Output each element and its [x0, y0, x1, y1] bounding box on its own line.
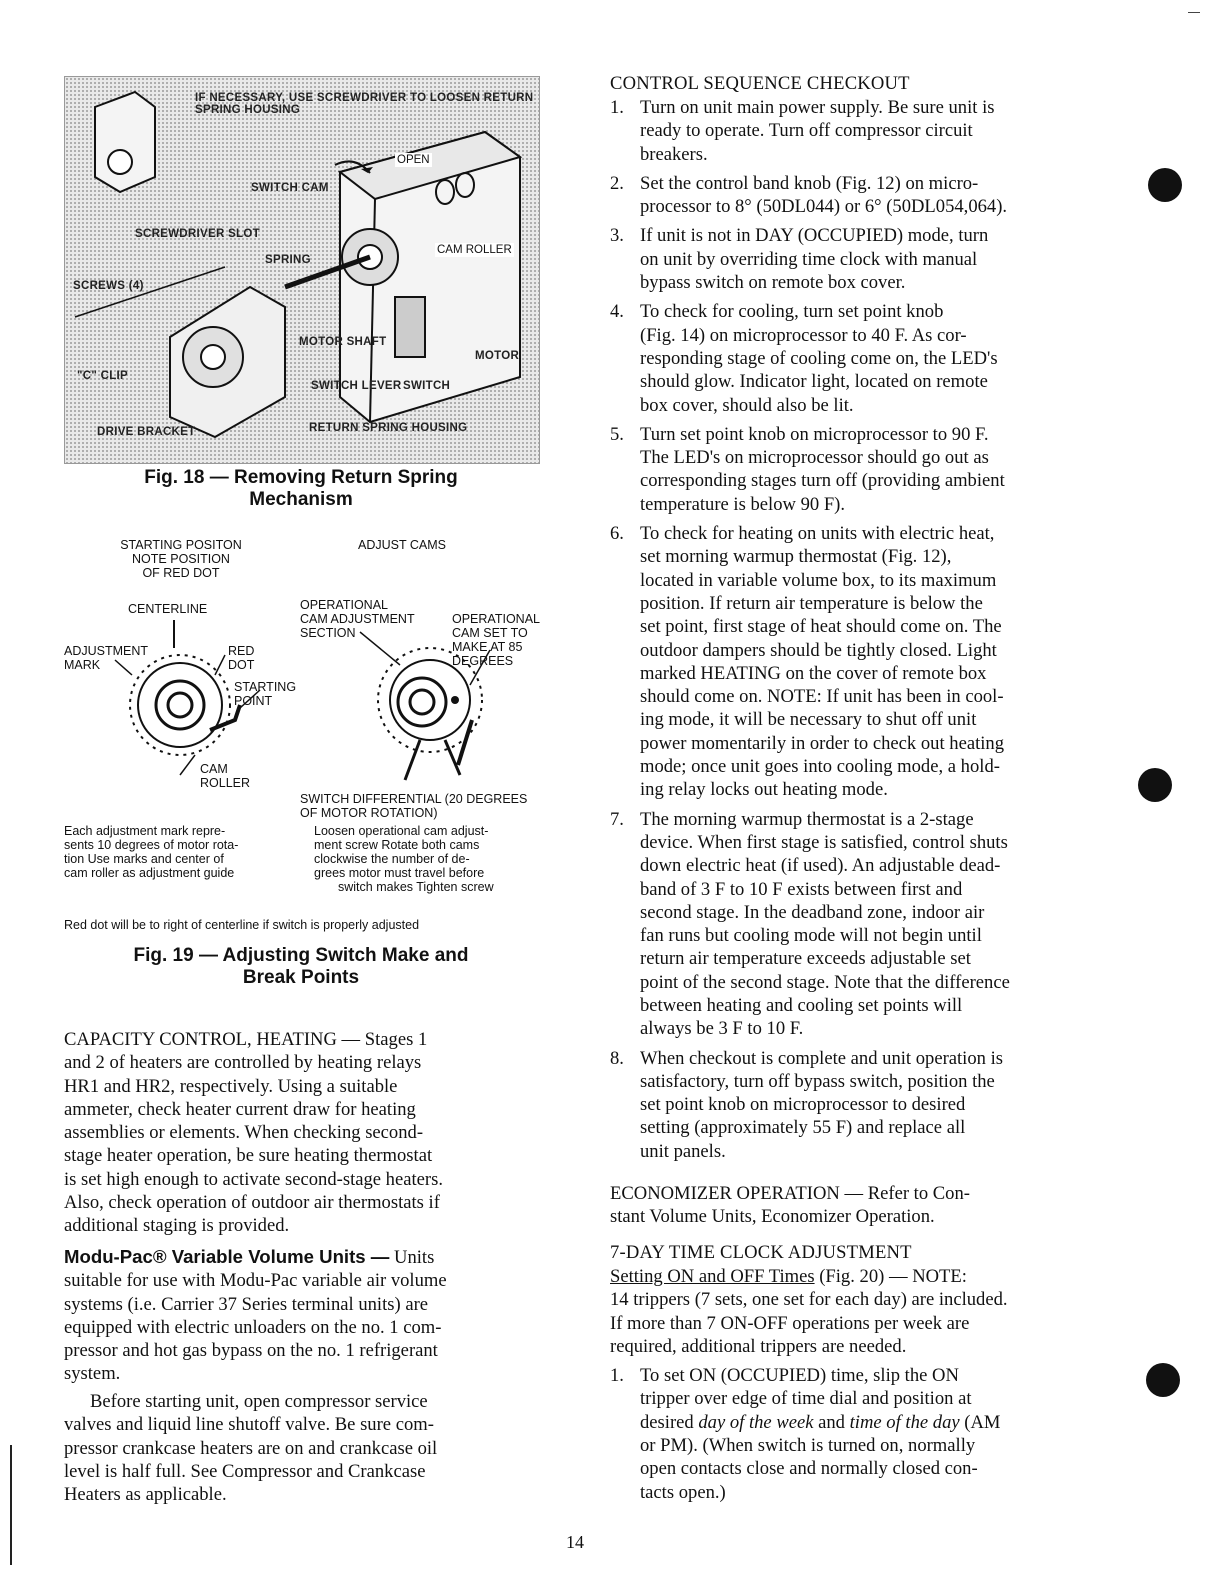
- text-fragment: desired: [640, 1411, 699, 1433]
- fig19-adjustment-mark-label: [64, 644, 148, 672]
- fig19-op-cam-set-line3: MAKE AT 85: [452, 640, 523, 654]
- fig19-adjustment-mark-line2: MARK: [64, 658, 101, 672]
- text-line: power momentarily in order to check out heating: [640, 732, 1005, 754]
- text-line: on unit by overriding time clock with manual: [640, 248, 978, 270]
- text-fragment-italic: day of the week: [698, 1411, 814, 1433]
- text-fragment-italic: time of the day: [849, 1411, 960, 1433]
- text-fragment: (AM: [959, 1411, 1001, 1433]
- corner-mark: [1188, 12, 1200, 13]
- list-number: 1.: [610, 1365, 624, 1387]
- text-fragment: and: [813, 1411, 850, 1433]
- text-line: Turn set point knob on microprocessor to 90 F.: [640, 423, 989, 445]
- fig19-footnote: Red dot will be to right of centerline if switch is properly adjusted: [64, 918, 420, 932]
- text-line: [64, 1245, 538, 1269]
- text-line: To set ON (OCCUPIED) time, slip the ON: [640, 1365, 959, 1387]
- fig18-motor-shaft-label: MOTOR SHAFT: [299, 336, 387, 348]
- list-number: 3.: [610, 225, 624, 247]
- text-line: CAPACITY CONTROL, HEATING — Stages 1: [64, 1029, 428, 1050]
- modupac-paragraph: [64, 1245, 538, 1386]
- text-line: box cover, should also be lit.: [640, 394, 854, 416]
- fig19-op-cam-set-label: [452, 612, 540, 668]
- fig19-note-right-line4: grees motor must travel before: [314, 866, 485, 880]
- list-number: 7.: [610, 808, 624, 830]
- control-step-2: [610, 172, 1083, 219]
- modupac-heading: Modu-Pac® Variable Volume Units —: [64, 1246, 390, 1267]
- text-line: tripper over edge of time dial and position at: [640, 1388, 972, 1410]
- margin-change-bullet: [1148, 168, 1182, 202]
- fig19-starting-position-line3: OF RED DOT: [142, 566, 220, 580]
- fig19-op-cam-set-line2: CAM SET TO: [452, 626, 528, 640]
- text-line: is set high enough to activate second-stage heaters.: [64, 1168, 443, 1190]
- fig19-adjustment-mark-line1: ADJUSTMENT: [64, 644, 149, 658]
- fig18-switch-cam-label: SWITCH CAM: [251, 182, 329, 194]
- text-line: 14 trippers (7 sets, one set for each day) are included.: [610, 1289, 1008, 1311]
- text-line: bypass switch on remote box cover.: [640, 272, 906, 294]
- fig19-switch-differential-line1: SWITCH DIFFERENTIAL (20 DEGREES: [300, 792, 528, 806]
- text-line: set point knob on microprocessor to desired: [640, 1094, 966, 1116]
- fig19-note-right-line1: Loosen operational cam adjust-: [314, 824, 489, 838]
- fig18-caption: [64, 467, 538, 511]
- text-line: assemblies or elements. When checking second-: [64, 1122, 424, 1144]
- text-line: always be 3 F to 10 F.: [640, 1018, 804, 1040]
- text-line: Heaters as applicable.: [64, 1484, 227, 1506]
- text-line: HR1 and HR2, respectively. Using a suitable: [64, 1075, 398, 1097]
- text-line: The LED's on microprocessor should go out as: [640, 447, 989, 469]
- fig19-starting-point-line2: POINT: [234, 694, 273, 708]
- fig19-note-left-line4: cam roller as adjustment guide: [64, 866, 235, 880]
- fig18-cam-roller-label: CAM ROLLER: [437, 244, 512, 256]
- fig19-cam-roller-label: [200, 762, 250, 790]
- control-sequence-heading: CONTROL SEQUENCE CHECKOUT: [610, 73, 910, 94]
- setting-times-subheading: Setting ON and OFF Times: [610, 1266, 815, 1287]
- fig18-caption-line2: Mechanism: [249, 489, 353, 510]
- fig18-c-clip-label: "C" CLIP: [77, 370, 128, 382]
- fig19-red-dot-label: [228, 644, 254, 672]
- fig18-caption-line1: Fig. 18 — Removing Return Spring: [144, 467, 458, 488]
- control-step-5: [610, 423, 1083, 516]
- fig18-screwdriver-slot-label: SCREWDRIVER SLOT: [135, 228, 260, 240]
- text-line: corresponding stages turn off (providing ambient: [640, 470, 1005, 492]
- text-line: ammeter, check heater current draw for heating: [64, 1098, 416, 1120]
- fig19-note-left-line2: sents 10 degrees of motor rota-: [64, 838, 239, 852]
- text-line: fan runs but cooling mode will not begin until: [640, 925, 982, 947]
- text-line: stage heater operation, be sure heating thermostat: [64, 1145, 433, 1167]
- text-line: return air temperature exceeds adjustable set: [640, 948, 971, 970]
- list-number: 1.: [610, 97, 624, 118]
- text-line: should glow. Indicator light, located on remote: [640, 371, 988, 393]
- text-line: satisfactory, turn off bypass switch, position the: [640, 1070, 995, 1092]
- fig19-caption: [64, 945, 538, 989]
- fig19-op-cam-set-line4: DEGREES: [452, 654, 514, 668]
- fig19-adjust-cams: ADJUST CAMS: [358, 538, 446, 552]
- time-clock-paragraph: [610, 1265, 1083, 1504]
- text-line: set morning warmup thermostat (Fig. 12),: [640, 546, 952, 568]
- fig19-caption-line2: Break Points: [242, 967, 360, 988]
- before-starting-paragraph: [64, 1390, 538, 1506]
- fig19-cam-roller-line2: ROLLER: [200, 776, 251, 790]
- text-line: band of 3 F to 10 F exists between first and: [640, 878, 963, 900]
- text-line: ready to operate. Turn off compressor circuit: [640, 120, 973, 142]
- fig18-spring-label: SPRING: [265, 254, 311, 266]
- fig19-centerline-label: CENTERLINE: [128, 602, 208, 616]
- text-line: breakers.: [640, 143, 708, 165]
- control-step-3: [610, 224, 1083, 294]
- fig19-op-cam-set-line1: OPERATIONAL: [452, 612, 540, 626]
- list-number: 2.: [610, 172, 624, 194]
- fig18-illustration: [64, 76, 540, 464]
- text-line: suitable for use with Modu-Pac variable air volume: [64, 1270, 447, 1292]
- control-step-4: [610, 300, 1083, 416]
- text-line: level is half full. See Compressor and Crankcase: [64, 1460, 426, 1482]
- fig19-op-cam-adjustment-line2: CAM ADJUSTMENT: [300, 612, 415, 626]
- fig19-op-cam-adjustment-line3: SECTION: [300, 626, 356, 640]
- fig18-drive-bracket-label: DRIVE BRACKET: [97, 426, 196, 438]
- text-line: position. If return air temperature is below the: [640, 592, 983, 614]
- text-line: When checkout is complete and unit operation is: [640, 1047, 1003, 1069]
- fig19-starting-point-line1: STARTING: [234, 680, 297, 694]
- fig18-screws-label: SCREWS (4): [73, 280, 144, 292]
- fig18-motor-label: MOTOR: [475, 350, 520, 362]
- text-line: temperature is below 90 F).: [640, 493, 845, 515]
- text-line: equipped with electric unloaders on the no. 1 com-: [64, 1316, 442, 1338]
- fig19-note-left-line3: tion Use marks and center of: [64, 852, 224, 866]
- text-line: If more than 7 ON-OFF operations per week are: [610, 1312, 970, 1334]
- text-line: second stage. In the deadband zone, indoor air: [640, 901, 985, 923]
- text-line: ECONOMIZER OPERATION — Refer to Con-: [610, 1183, 970, 1204]
- text-line: [640, 1411, 1083, 1434]
- text-fragment: Units: [389, 1247, 435, 1268]
- text-line: ing relay locks out heating mode.: [640, 779, 888, 801]
- fig19-note-right-line3: clockwise the number of de-: [314, 852, 470, 866]
- text-line: (Fig. 14) on microprocessor to 40 F. As cor-: [640, 324, 967, 346]
- fig18-open-label: OPEN: [397, 154, 430, 166]
- text-line: setting (approximately 55 F) and replace all: [640, 1117, 966, 1139]
- text-line: device. When first stage is satisfied, control shuts: [640, 831, 1008, 853]
- economizer-paragraph: [610, 1182, 1083, 1229]
- time-clock-heading: 7-DAY TIME CLOCK ADJUSTMENT: [610, 1242, 912, 1263]
- control-step-6: [610, 522, 1083, 802]
- text-line: located in variable volume box, to its maximum: [640, 569, 997, 591]
- text-line: responding stage of cooling come on, the LED's: [640, 347, 998, 369]
- text-line: pressor and hot gas bypass on the no. 1 refrigerant: [64, 1340, 438, 1362]
- text-line: stant Volume Units, Economizer Operation.: [610, 1206, 935, 1228]
- fig18-switch-lever-label: SWITCH LEVER: [311, 380, 402, 392]
- fig18-note-label: IF NECESSARY, USE SCREWDRIVER TO LOOSEN RETURN SPRING HOUSING: [195, 92, 534, 116]
- text-line: valves and liquid line shutoff valve. Be sure com-: [64, 1414, 434, 1436]
- text-line: processor to 8° (50DL044) or 6° (50DL054,064).: [640, 196, 1008, 218]
- text-line: Also, check operation of outdoor air thermostats if: [64, 1192, 440, 1214]
- text-line: The morning warmup thermostat is a 2-stage: [640, 808, 974, 830]
- text-line: ing mode, it will be necessary to shut off unit: [640, 709, 977, 731]
- control-sequence-items: [610, 96, 1083, 1163]
- text-line: To check for cooling, turn set point knob: [640, 301, 944, 323]
- text-line: required, additional trippers are needed.: [610, 1335, 907, 1357]
- text-line: set point, first stage of heat should come on. The: [640, 616, 1002, 638]
- text-line: [610, 1265, 1083, 1288]
- text-line: and 2 of heaters are controlled by heating relays: [64, 1052, 422, 1074]
- fig19-op-cam-adjustment-label: [300, 598, 415, 640]
- text-line: additional staging is provided.: [64, 1215, 290, 1237]
- list-number: 6.: [610, 523, 624, 545]
- fig19-switch-differential-line2: OF MOTOR ROTATION): [300, 806, 438, 820]
- text-line: open contacts close and normally closed con-: [640, 1458, 978, 1480]
- list-number: 8.: [610, 1047, 624, 1069]
- text-line: or PM). (When switch is turned on, normally: [640, 1435, 976, 1457]
- text-line: should come on. NOTE: If unit has been in cool-: [640, 686, 1004, 708]
- fig19-note-right-line5: switch makes Tighten screw: [338, 880, 494, 894]
- fig19-starting-point-label: [234, 680, 296, 708]
- fig19-cam-roller-line1: CAM: [200, 762, 228, 776]
- fig19-red-dot-line1: RED: [228, 644, 255, 658]
- text-line: Turn on unit main power supply. Be sure unit is: [640, 97, 995, 118]
- control-sequence-list: [610, 96, 1083, 1163]
- margin-change-bullet: [1146, 1363, 1180, 1397]
- fig19-switch-differential-label: [300, 792, 527, 820]
- time-clock-step-1: [610, 1364, 1083, 1504]
- control-step-8: [610, 1047, 1083, 1163]
- list-number: 4.: [610, 301, 624, 323]
- list-number: 5.: [610, 423, 624, 445]
- text-fragment: (Fig. 20) — NOTE:: [814, 1266, 967, 1287]
- text-line: mode; once unit goes into cooling mode, a hold-: [640, 756, 1000, 778]
- fig19-starting-position: [96, 538, 266, 580]
- text-line: Before starting unit, open compressor service: [90, 1391, 428, 1412]
- control-step-1: [610, 96, 1083, 166]
- text-line: unit panels.: [640, 1140, 726, 1162]
- fig18-return-spring-housing-label: RETURN SPRING HOUSING: [309, 422, 468, 434]
- fig19-note-right: [314, 824, 540, 894]
- fig19-starting-position-line1: STARTING POSITON: [120, 538, 242, 552]
- fig19-note-left: [64, 824, 294, 880]
- text-line: tacts open.): [640, 1481, 726, 1503]
- text-line: point of the second stage. Note that the difference: [640, 971, 1010, 993]
- fig19-caption-line1: Fig. 19 — Adjusting Switch Make and: [133, 945, 469, 966]
- fig19-starting-position-line2: NOTE POSITION: [132, 552, 230, 566]
- control-step-7: [610, 808, 1083, 1041]
- text-line: pressor crankcase heaters are on and crankcase oil: [64, 1437, 438, 1459]
- fig19-note-left-line1: Each adjustment mark repre-: [64, 824, 226, 838]
- text-line: If unit is not in DAY (OCCUPIED) mode, turn: [640, 225, 989, 247]
- text-line: To check for heating on units with electric heat,: [640, 523, 995, 545]
- text-line: between heating and cooling set points will: [640, 994, 963, 1016]
- text-line: outdoor dampers should be tightly closed. Light: [640, 639, 997, 661]
- fig18-drawing: [65, 77, 539, 463]
- fig18-switch-label: SWITCH: [403, 380, 451, 392]
- page-number: 14: [566, 1532, 584, 1552]
- text-line: systems (i.e. Carrier 37 Series terminal units) are: [64, 1293, 429, 1315]
- text-line: marked HEATING on the cover of remote box: [640, 662, 987, 684]
- fig19-op-cam-adjustment-line1: OPERATIONAL: [300, 598, 388, 612]
- text-line: Set the control band knob (Fig. 12) on micro-: [640, 172, 979, 194]
- fig19-note-right-line2: ment screw Rotate both cams: [314, 838, 480, 852]
- margin-change-bullet: [1138, 768, 1172, 802]
- fig19-red-dot-line2: DOT: [228, 658, 255, 672]
- margin-rule: [10, 1445, 12, 1565]
- capacity-control-heating-paragraph: [64, 1028, 538, 1238]
- text-line: system.: [64, 1363, 121, 1385]
- text-line: down electric heat (if used). An adjustable dead-: [640, 855, 1001, 877]
